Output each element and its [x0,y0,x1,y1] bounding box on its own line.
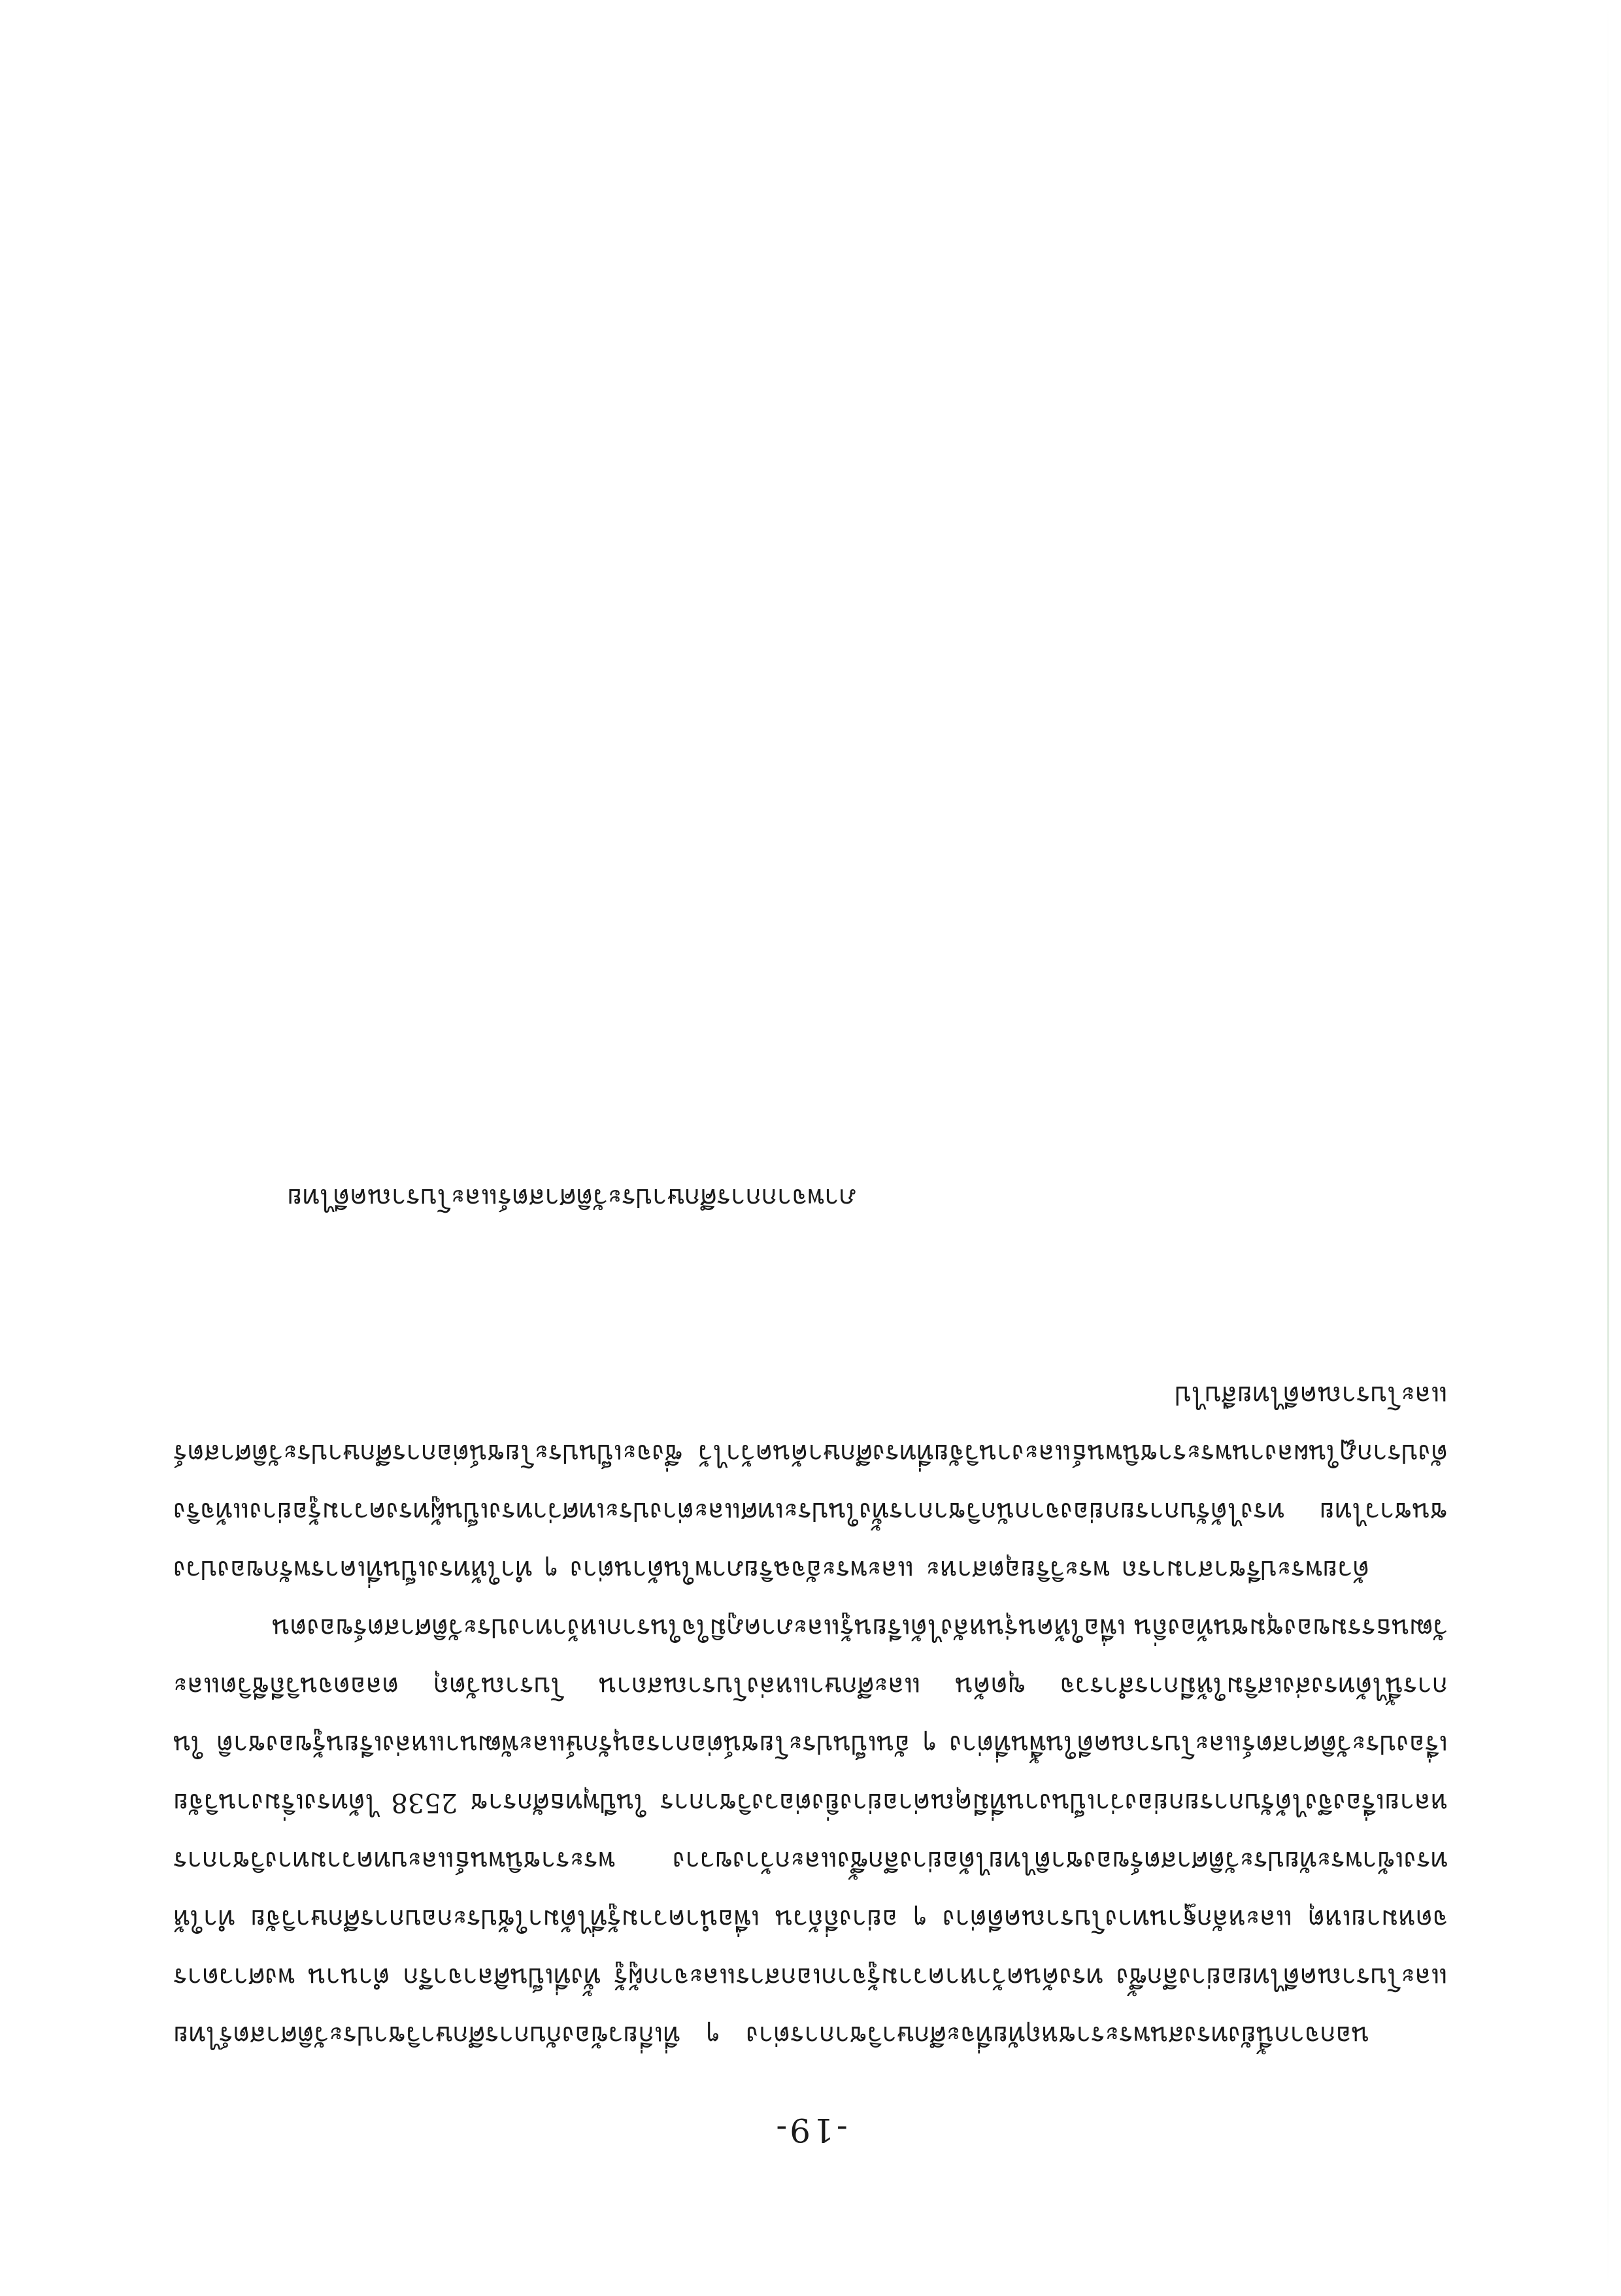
paragraph-2: ด้วยพระปรีชาสามารถ พระวิริยอุตสาหะ และพระอัจฉริยภาพในด้านต่าง ๆ ทำให้ทรงเป็นที่เคารพรักของปวงชนชาวไทย ทรงได้รับการยกย่องจากนักวิชาการทั้งในประเทศและต่างประเทศว่าทรงเป็นผู้ทรงความรู้อย่างแท้จริง ดังปรากฏในผลงานพระราชนิพนธ์และงานวิจัยที่ทรงศึกษาค้นคว้าไว้ ซึ่งจะเป็นประโยชน์ต่อการศึกษาประวัติศาสตร์และโบราณคดีไทยสืบไป [173,1380,1448,1585]
page-number: -19- [773,2111,848,2149]
caption: ภาพจากการศึกษาประวัติศาสตร์และโบราณคดีไทย [287,1183,856,1213]
paragraph-1: นอกจากนี้ยังทรงสนพระราชหฤทัยที่จะศึกษาวิชาการต่าง ๆ ที่เกี่ยวข้องกับการศึกษาวิชาประวัติศาสตร์ไทยและโบราณคดีไทยอย่างลึกซึ้ง ทรงค้นคว้าหาความรู้จากเอกสารและจากผู้รู้ ทั้งที่เป็นศิลาจารึก ตำนาน พงศาวดาร จดหมายเหตุ และหลักฐานทางโบราณคดีต่าง ๆ อย่างถี่ถ้วน เพื่อนำความรู้ที่ได้มาใช้ประกอบการศึกษาวิจัย ทำให้ทรงเข้าพระทัยประวัติศาสตร์ของชาติไทยได้อย่างลึกซึ้งและกว้างขวาง พระราชนิพนธ์และบทความทางวิชาการหลายเรื่องจึงได้รับการยกย่องว่าเป็นงานที่มีคุณค่าอย่างยิ่งต่อวงวิชาการ ในปีพุทธศักราช 2538 ได้ทรงเริ่มงานวิจัยเรื่องประวัติศาสตร์และโบราณคดีในพื้นที่ต่าง ๆ อันเป็นประโยชน์ต่อการอนุรักษ์และพัฒนาแหล่งเรียนรู้ของชาติ ในการนี้ได้ทรงส่งเสริมให้มีการสำรวจ ขุดค้น และศึกษาแหล่งโบราณสถาน โบราณวัตถุ ตลอดจนวิถีชีวิตและวัฒนธรรมของชุมชนท้องถิ่น เพื่อให้คนรุ่นหลังได้เรียนรู้และภาคภูมิใจในรากเหง้าทางประวัติศาสตร์ของตน [173,1613,1448,2050]
body-text [173,1366,1448,2064]
